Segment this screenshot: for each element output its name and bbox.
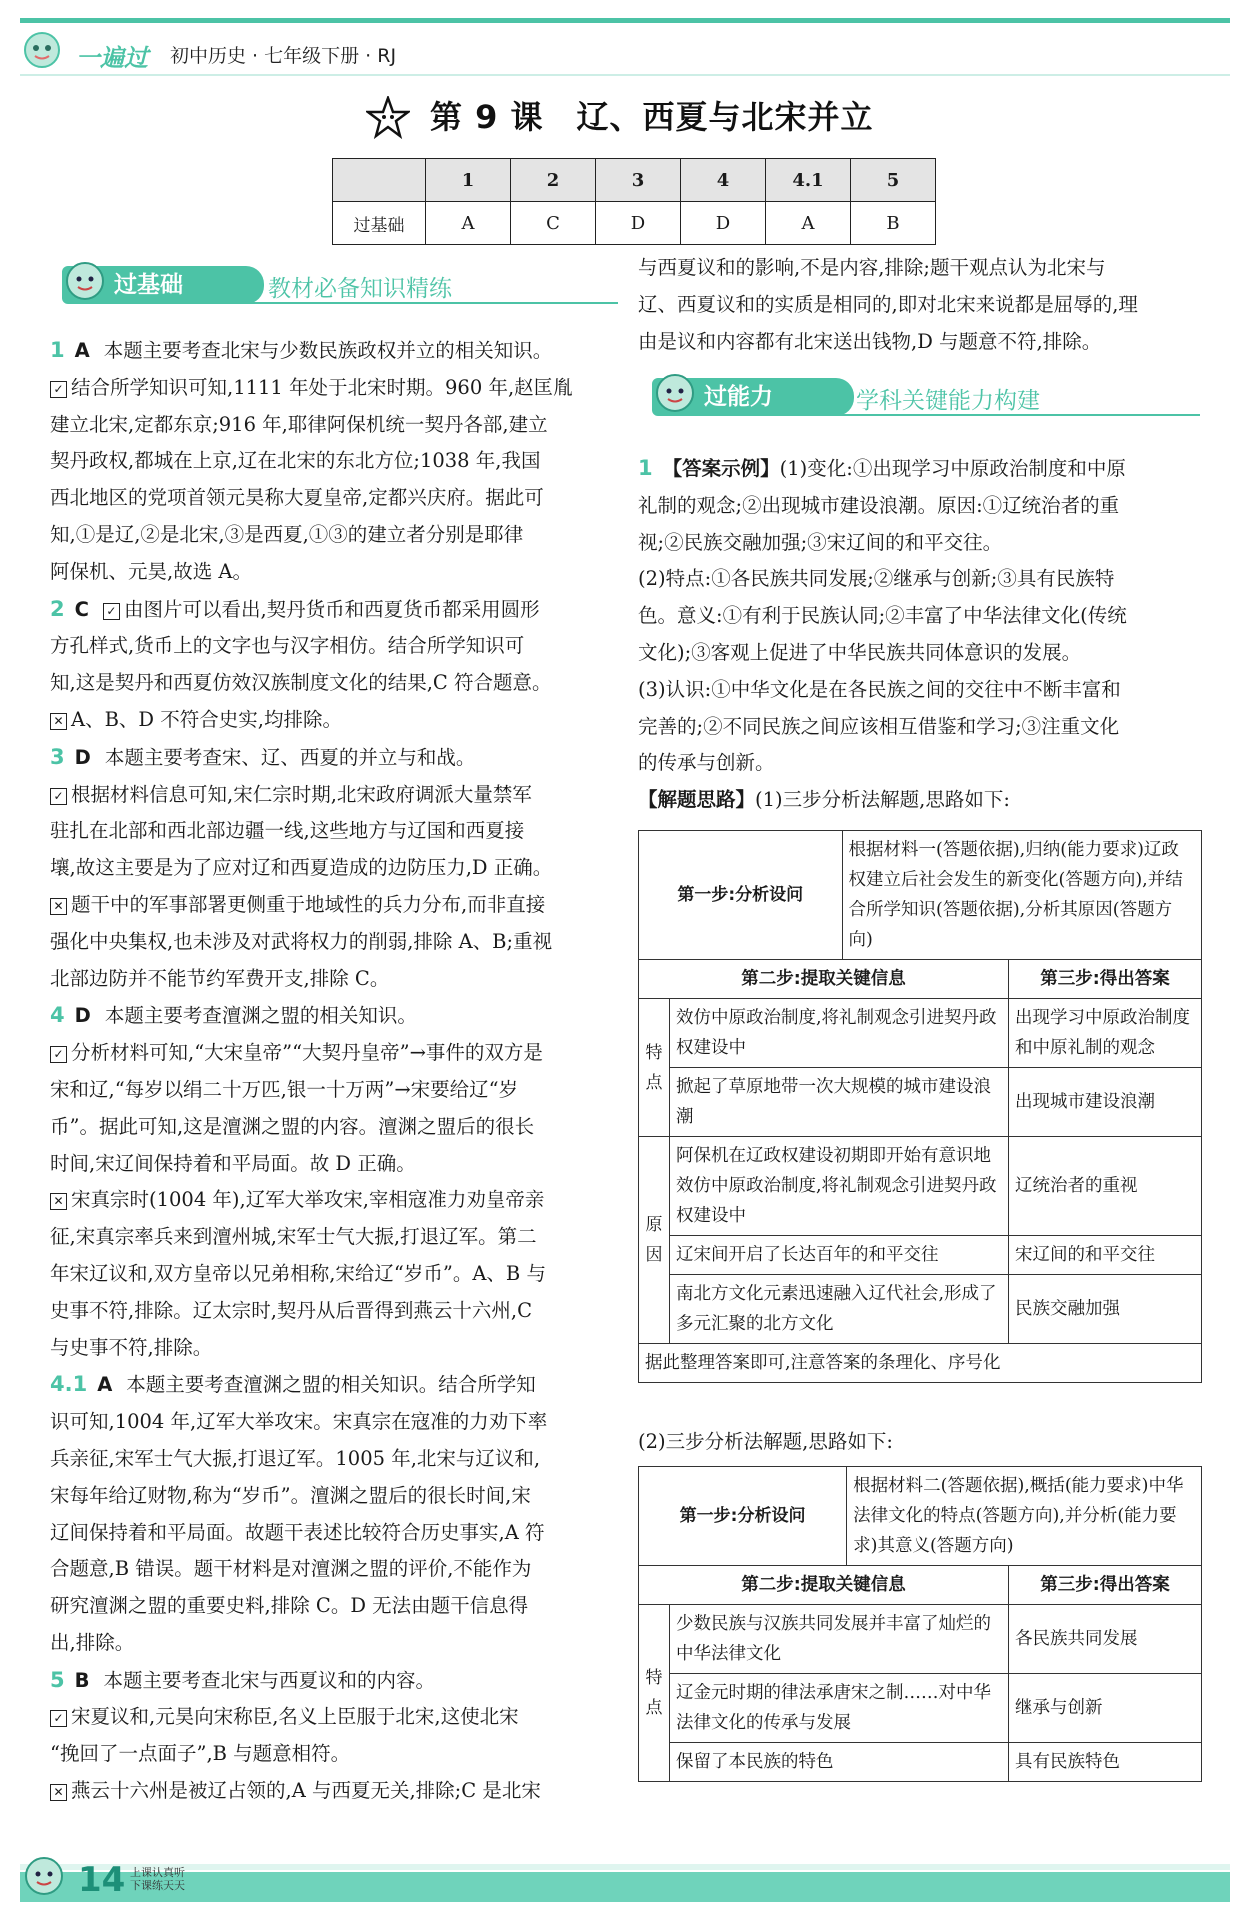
answer: 民族交融加强 [1009,1275,1202,1344]
check-icon: ✓ [103,603,120,620]
explanation-q4-1: 4.1 A 本题主要考查澶渊之盟的相关知识。结合所学知 [50,1372,536,1397]
analysis-grid-2 [638,1466,1202,1782]
answer: 辽统治者的重视 [1009,1137,1202,1236]
step2-label: 第二步:提取关键信息 [639,1566,1009,1605]
key-info: 保留了本民族的特色 [670,1743,1009,1782]
side-label: 特点 [639,999,670,1137]
cross-icon: ✕ [50,1193,67,1210]
left-column: 1 A 本题主要考查北宋与少数民族政权并立的相关知识。 ✓ 结合所学知识可知,1111 年处于北宋时期。960 年,赵匡胤 建立北宋,定都东京;916 年,耶律阿保机统一契丹各部,建立 契丹政权,都城在上京,辽在北宋的东北方位;1038 年,我国 西北地区的党项首领元昊称大夏皇帝,定都兴庆府。据此可 知,①是辽,②是北宋,③是西夏,①③的建立者分别是耶律 阿保机、元昊,故选 A。 2 C ✓ 由图片可以看出,契丹货币和西夏货币都采用圆形 方孔样式,货币上的文字也与汉字相仿。结合所学知识可 知,这是契丹和西夏仿效汉族制度文化的结果,C 符合题意。 ✕ A、B、D 不符合史实,均排除。 3 D 本题主要考查宋、辽、西夏的并立与和战。 ✓ 根据材料信息可知,宋仁宗时期,北宋政府调派大量禁军 驻扎在北部和西北部边疆一线,这些地方与辽国和西夏接 壤,故这主要是为了应对辽和西夏造成的边防压力,D 正确。 ✕ 题干中的军事部署更侧重于地域性的兵力分布,而非直接 强化中央集权,也未涉及对武将权力的削弱,排除 A、B;重视 北部边防并不能节约军费开支,排除 C。 4 D 本题主要考查澶渊之盟的相关知识。 ✓ 分析材料可知,“大宋皇帝”“大契丹皇帝”→事件的双方是 宋和辽,“每岁以绢二十万匹,银一十万两”→宋要给辽“岁 币”。据此可知,这是澶渊之盟的内容。澶渊之盟后的很长 时间,宋辽间保持着和平局面。故 D 正确。 ✕ 宋真宗时(1004 年),辽军大举攻宋,宰相寇准力劝皇帝亲 征,宋真宗率兵来到澶州城,宋军士气大振,打退辽军。第二 年宋辽议和,双方皇帝以兄弟相称,宋给辽“岁币”。A、B 与 史事不符,排除。辽太宗时,契丹从后晋得到燕云十六州,C 与史事不符,排除。 4.1 A 本题主要考查澶渊之盟的相关知识。结合所学知 识可知,1004 年,辽军大举攻宋。宋真宗在寇准的力劝下率 兵亲征,宋军士气大振,打退辽军。1005 年,北宋与辽议和, 宋每年给辽财物,称为“岁币”。澶渊之盟后的很长时间,宋 辽间保持着和平局面。故题干表述比较符合历史事实,A 符 合题意,B 错误。题干材料是对澶渊之盟的评价,不能作为 研究澶渊之盟的重要史料,排除 C。D 无法由题干信息得 出,排除。 5 B 本题主要考查北宋与西夏议和的内容。 ✓ 宋夏议和,元昊向宋称臣,名义上臣服于北宋,这使北宋 “挽回了一点面子”,B 与题意相符。 ✕ 燕云十六州是被辽占领的,A 与西夏无关,排除;C 是北宋 [50,332,618,1810]
row-label: 过基础 [333,202,426,245]
table-corner [333,159,426,202]
mascot-footer-icon [20,1852,68,1900]
cross-icon: ✕ [50,1784,67,1801]
key-info: 辽金元时期的律法承唐宋之制……对中华法律文化的传承与发展 [670,1674,1009,1743]
ability-answer: 1 【答案示例】(1)变化:①出现学习中原政治制度和中原 礼制的观念;②出现城市建设浪潮。原因:①辽统治者的重 视;②民族交融加强;③宋辽间的和平交往。 (2)特点:①各民族共同发展;②继承与创新;③具有民族特 色。意义:①有利于民族认同;②丰富了中华法律文化(传统 文化);③客观上促进了中华民族共同体意识的发展。 (3)认识:①中华文化是在各民族之间的交往中不断丰富和 完善的;②不同民族之间应该相互借鉴和学习;③注重文化 的传承与创新。 【解题思路】(1)三步分析法解题,思路如下: [638,456,1127,812]
answer: 出现城市建设浪潮 [1009,1068,1202,1137]
question-number: 4.1 [766,159,851,202]
answer: 具有民族特色 [1009,1743,1202,1782]
lesson-title: 第 9 课 辽、西夏与北宋并立 [430,98,874,136]
header-top-bar [20,18,1230,23]
step2-label: 第二步:提取关键信息 [639,960,1009,999]
section-rule [802,414,1200,416]
explanation-q2: 2 C ✓ 由图片可以看出,契丹货币和西夏货币都采用圆形 [50,596,540,621]
section-banner-ability [652,378,1200,416]
side-label: 原因 [639,1137,670,1344]
grid-note: 据此整理答案即可,注意答案的条理化、序号化 [639,1344,1202,1383]
think-part-2: (2)三步分析法解题,思路如下: [638,1430,893,1453]
check-icon: ✓ [50,381,67,398]
explanation-q5: 5 B 本题主要考查北宋与西夏议和的内容。 [50,1667,436,1692]
answer: 出现学习中原政治制度和中原礼制的观念 [1009,999,1202,1068]
step3-label: 第三步:得出答案 [1009,1566,1202,1605]
key-info: 辽宋间开启了长达百年的和平交往 [670,1236,1009,1275]
question-number: 3 [596,159,681,202]
brand-name: 一遍过 [76,44,148,72]
cross-icon: ✕ [50,713,67,730]
key-info: 少数民族与汉族共同发展并丰富了灿烂的中华法律文化 [670,1605,1009,1674]
mascot-icon [62,258,108,304]
answer-cell: A [766,202,851,245]
analysis-grid-1 [638,830,1202,1383]
footer-bar [20,1872,1230,1902]
section-rule [212,302,618,304]
step1-label: 第一步:分析设问 [639,831,843,960]
section-subtitle: 学科关键能力构建 [856,388,1040,414]
footer-slogan: 上课认真听 下课练天天 [130,1866,185,1892]
answer: 宋辽间的和平交往 [1009,1236,1202,1275]
key-info: 掀起了草原地带一次大规模的城市建设浪潮 [670,1068,1009,1137]
explanation-q1: 1 A 本题主要考查北宋与少数民族政权并立的相关知识。 [50,338,553,362]
check-icon: ✓ [50,1046,67,1063]
answer-cell: D [681,202,766,245]
header-divider [20,74,1230,76]
section-banner-basic [62,266,618,304]
explanation-q3: 3 D 本题主要考查宋、辽、西夏的并立与和战。 [50,744,476,769]
mascot-logo-icon [20,28,70,72]
right-column-continuation: 与西夏议和的影响,不是内容,排除;题干观点认为北宋与 辽、西夏议和的实质是相同的,即对北宋来说都是屈辱的,理 由是议和内容都有北宋送出钱物,D 与题意不符,排除。 [638,256,1138,353]
question-number: 1 [426,159,511,202]
answer: 各民族共同发展 [1009,1605,1202,1674]
question-number: 5 [851,159,936,202]
side-label: 特点 [639,1605,670,1782]
step3-label: 第三步:得出答案 [1009,960,1202,999]
check-icon: ✓ [50,788,67,805]
book-subtitle: 初中历史 · 七年级下册 · RJ [170,45,397,67]
answer-key-table [332,158,936,245]
cross-icon: ✕ [50,898,67,915]
key-info: 阿保机在辽政权建设初期即开始有意识地效仿中原政治制度,将礼制观念引进契丹政权建设中 [670,1137,1009,1236]
key-info: 南北方文化元素迅速融入辽代社会,形成了多元汇聚的北方文化 [670,1275,1009,1344]
answer: 继承与创新 [1009,1674,1202,1743]
mascot-icon [652,370,698,416]
answer-cell: A [426,202,511,245]
star-badge-icon [366,96,410,140]
answer-cell: C [511,202,596,245]
key-info: 效仿中原政治制度,将礼制观念引进契丹政权建设中 [670,999,1009,1068]
section-title: 过能力 [652,378,854,416]
page-number: 14 [78,1860,126,1900]
explanation-q4: 4 D 本题主要考查澶渊之盟的相关知识。 [50,1003,417,1028]
section-title: 过基础 [62,266,264,304]
question-number: 2 [511,159,596,202]
step1-text: 根据材料二(答题依据),概括(能力要求)中华法律文化的特点(答题方向),并分析(能力要求)其意义(答题方向) [847,1467,1202,1566]
check-icon: ✓ [50,1710,67,1727]
question-number: 4 [681,159,766,202]
answer-cell: B [851,202,936,245]
answer-cell: D [596,202,681,245]
footer-light-band [20,1864,1230,1870]
section-subtitle: 教材必备知识精练 [268,276,452,302]
step1-text: 根据材料一(答题依据),归纳(能力要求)辽政权建立后社会发生的新变化(答题方向),并结合所学知识(答题依据),分析其原因(答题方向) [842,831,1201,960]
step1-label: 第一步:分析设问 [639,1467,847,1566]
